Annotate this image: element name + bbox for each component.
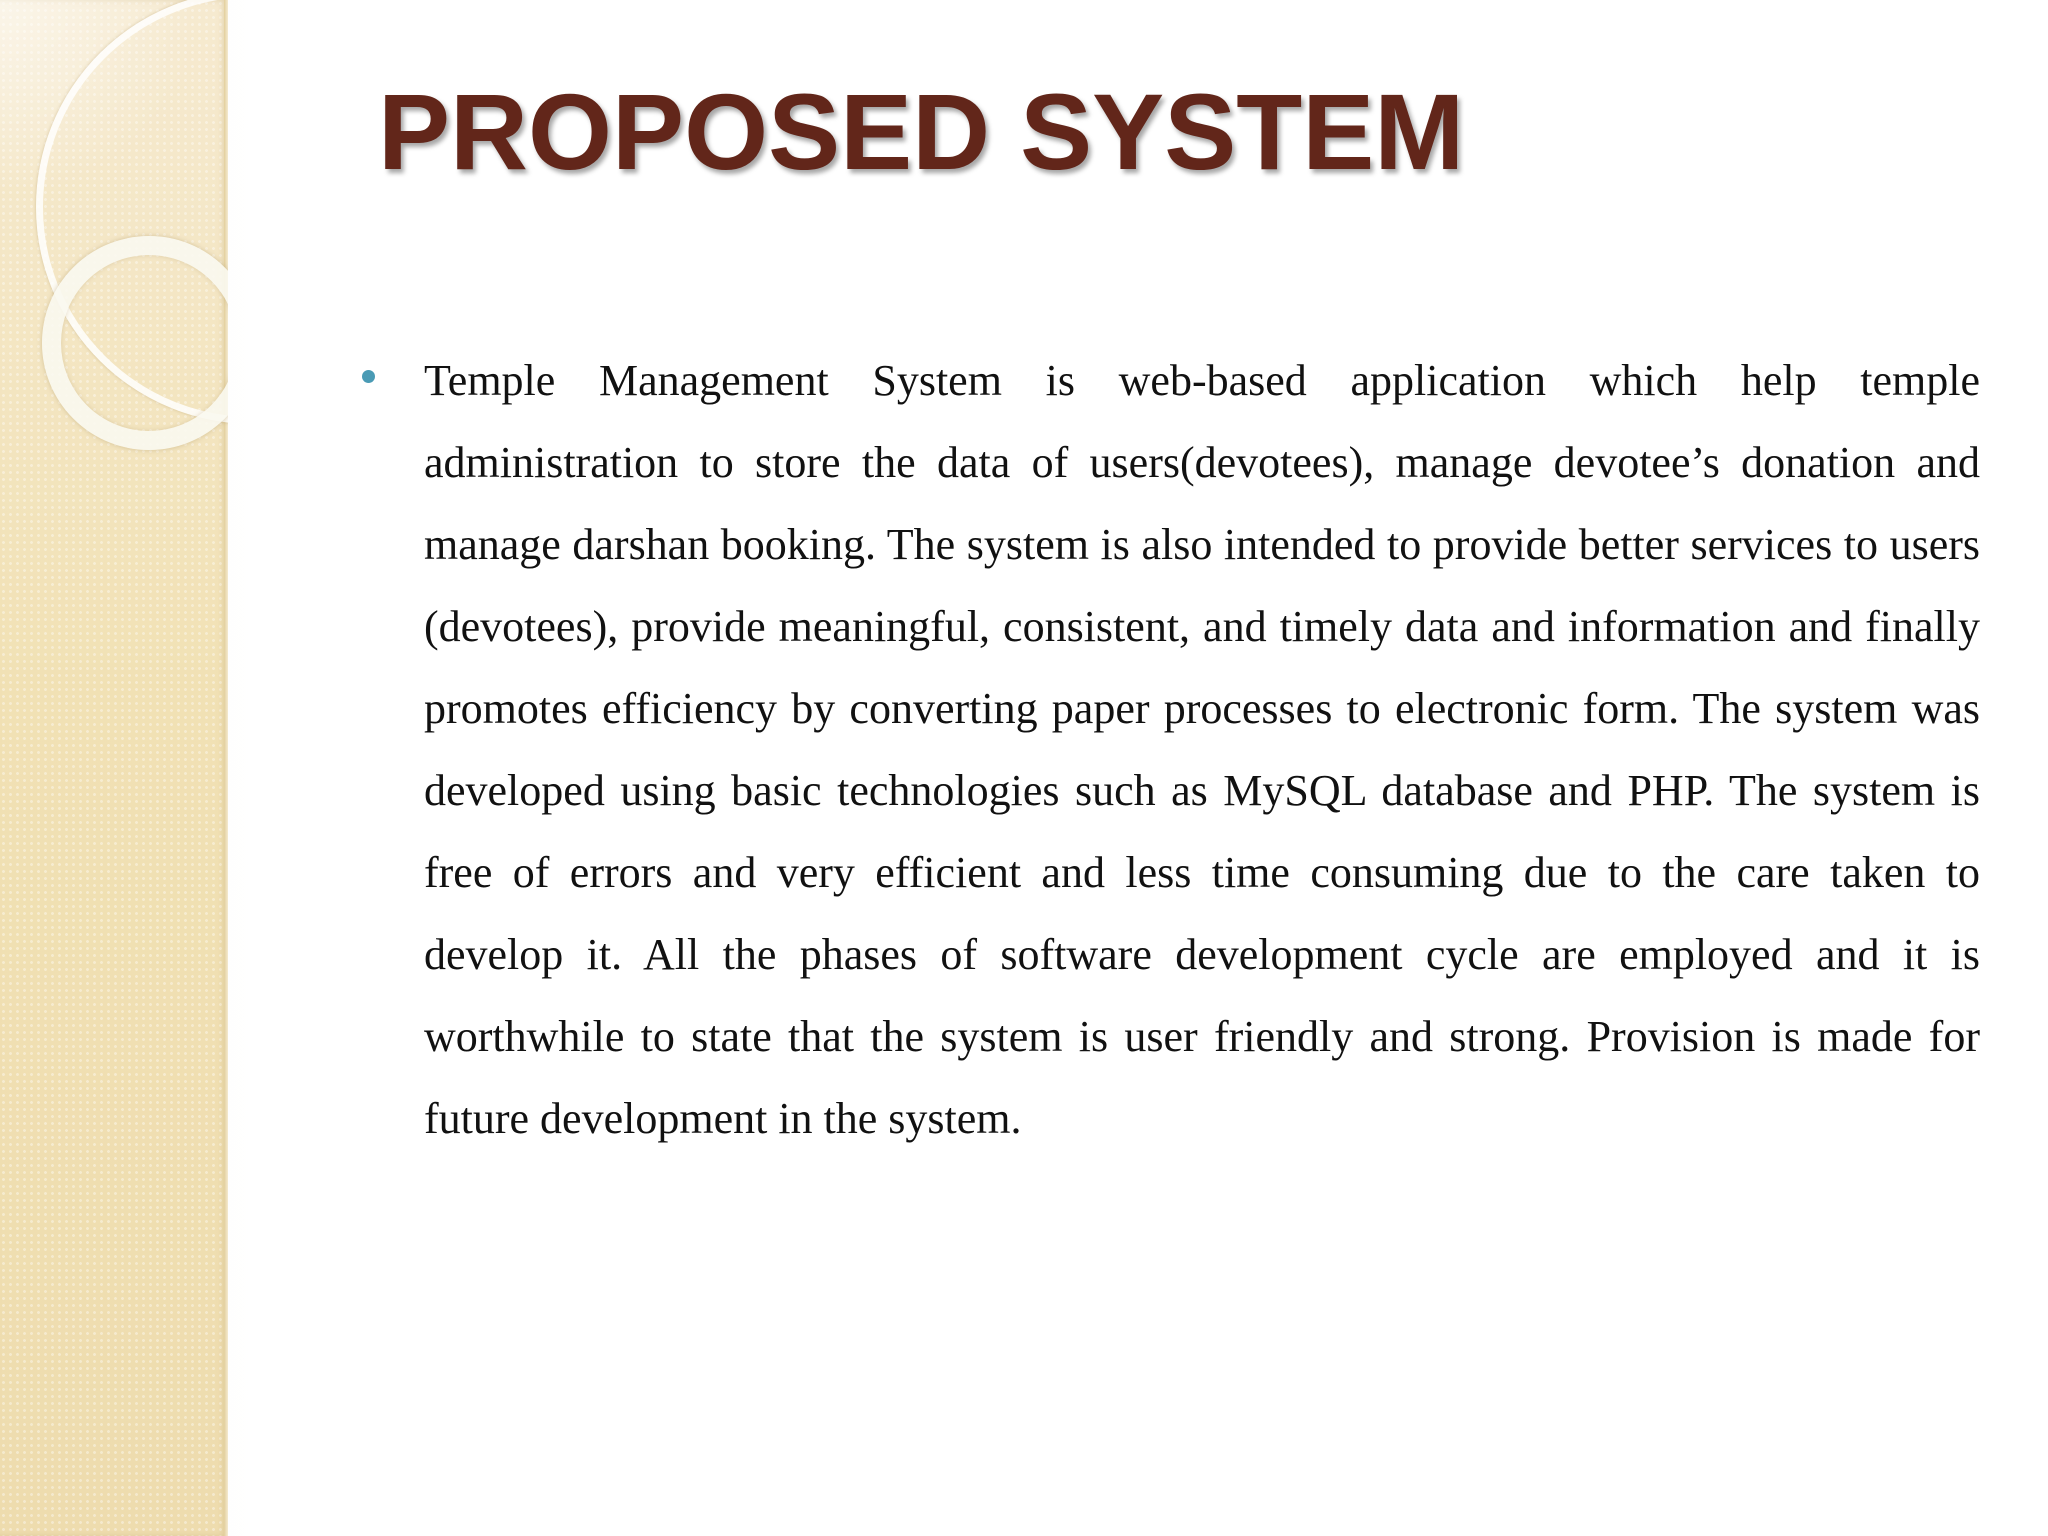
bullet-dot-icon <box>362 370 375 383</box>
slide-title: PROPOSED SYSTEM <box>378 71 1465 192</box>
bullet-text: Temple Management System is web-based application which help temple administration to store the data of users(devotees), manage devotee’s donation and manage darshan booking. The system is also intended to provide better services to users (devotees), provide meaningful, consistent, and timely data and information and finally promotes efficiency by converting paper processes to electronic form. The system was developed using basic technologies such as MySQL database and PHP. The system is free of errors and very efficient and less time consuming due to the care taken to develop it. All the phases of software development cycle are employed and it is worthwhile to state that the system is user friendly and strong. Provision is made for future development in the system. <box>424 356 1980 1143</box>
decorative-rings <box>0 0 228 520</box>
bullet-item <box>356 340 1980 1160</box>
slide-body <box>356 340 1980 1160</box>
